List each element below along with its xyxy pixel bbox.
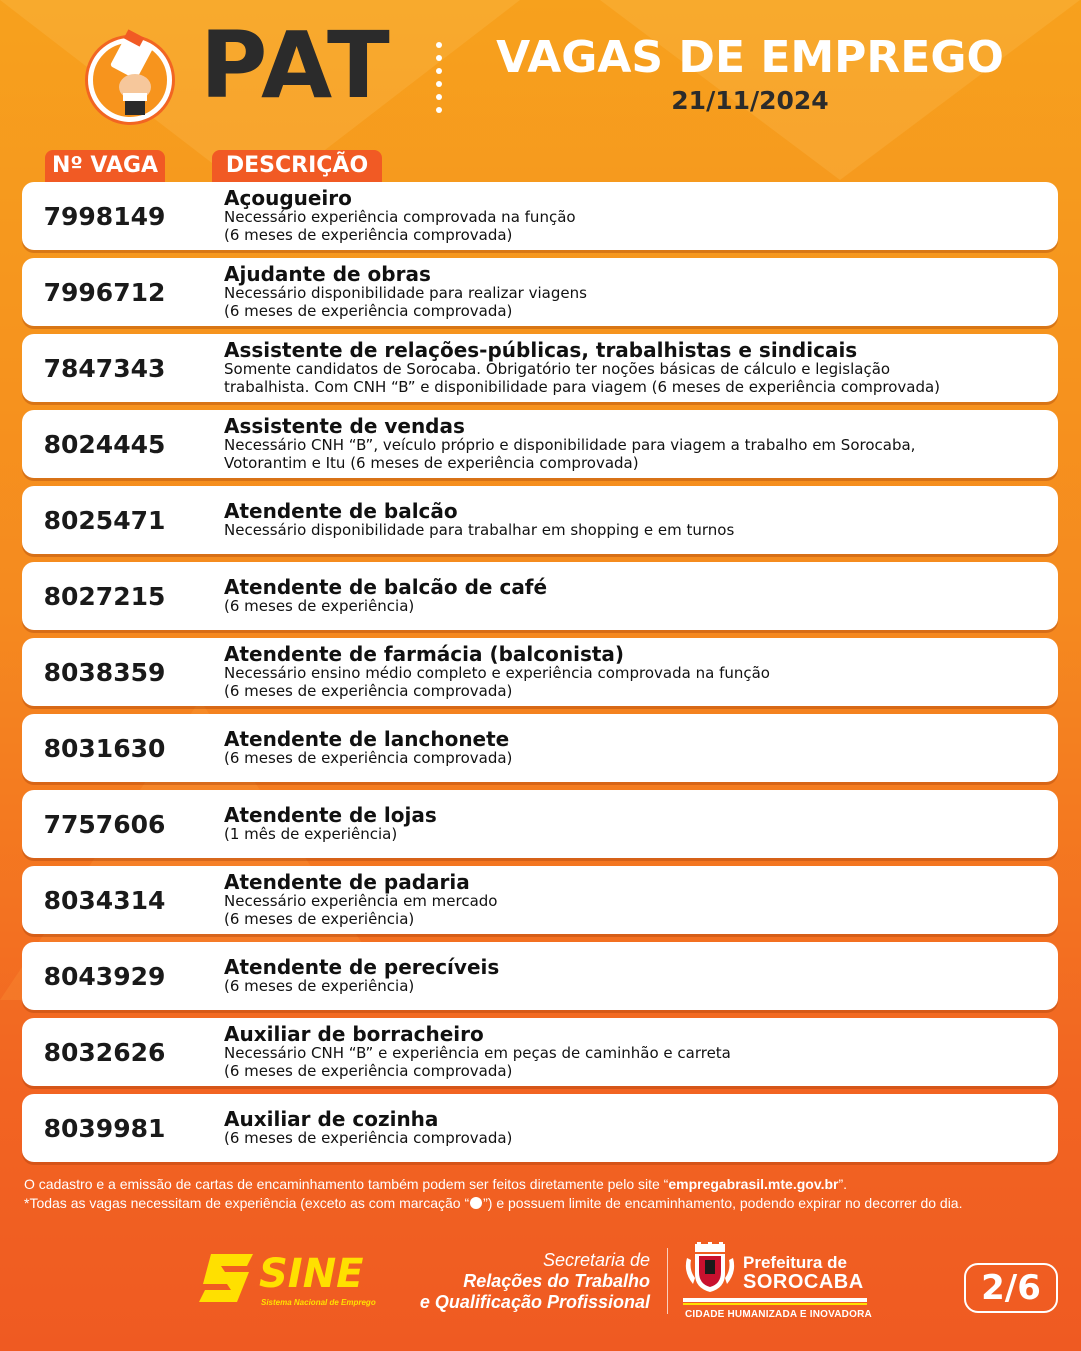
- job-title: Atendente de padaria: [224, 870, 470, 894]
- column-header-description: DESCRIÇÃO: [212, 150, 382, 182]
- job-row: [22, 866, 1058, 934]
- job-row: [22, 790, 1058, 858]
- job-description: [224, 410, 1044, 478]
- job-detail: Necessário experiência em mercado (6 meses de experiência): [224, 892, 498, 928]
- job-title: Assistente de relações-públicas, trabalhistas e sindicais: [224, 338, 858, 362]
- job-code: 8043929: [43, 961, 166, 991]
- header: [0, 0, 1081, 140]
- job-code: 8025471: [43, 505, 166, 535]
- job-code: 7996712: [43, 277, 166, 307]
- job-row: [22, 410, 1058, 478]
- job-row: [22, 486, 1058, 554]
- site-link[interactable]: empregabrasil.mte.gov.br: [668, 1176, 839, 1192]
- prefeitura-logo: [683, 1242, 873, 1322]
- job-detail: (6 meses de experiência): [224, 597, 415, 615]
- job-title: Ajudante de obras: [224, 262, 431, 286]
- footnotes: [24, 1175, 1064, 1213]
- secretaria-label: [410, 1250, 650, 1313]
- job-row: [22, 258, 1058, 326]
- job-description: [224, 258, 1044, 326]
- footnote-site-prefix: O cadastro e a emissão de cartas de encaminhamento também podem ser feitos diretamente pelo site “: [24, 1176, 669, 1192]
- sine-logo: [197, 1250, 377, 1310]
- prefeitura-tagline: CIDADE HUMANIZADA E INOVADORA: [685, 1309, 872, 1320]
- job-title: Atendente de lojas: [224, 803, 437, 827]
- sine-name: SINE: [259, 1251, 364, 1297]
- prefeitura-bar: [683, 1298, 867, 1302]
- prefeitura-line1: Prefeitura de: [743, 1253, 847, 1272]
- job-description: [224, 1018, 1044, 1086]
- sine-subtitle: Sistema Nacional de Emprego: [261, 1298, 376, 1307]
- job-title: Atendente de balcão de café: [224, 575, 548, 599]
- job-detail: Necessário disponibilidade para realizar viagens (6 meses de experiência comprovada): [224, 284, 587, 320]
- job-code: 8039981: [43, 1113, 166, 1143]
- page-indicator: 2/6: [964, 1263, 1058, 1313]
- job-detail: Necessário CNH “B” e experiência em peças de caminhão e carreta (6 meses de experiência comprovada): [224, 1044, 731, 1080]
- brand-title: PAT: [200, 12, 392, 119]
- footnote-experience-prefix: *Todas as vagas necessitam de experiência (exceto as com marcação “: [24, 1195, 470, 1211]
- job-row: [22, 182, 1058, 250]
- job-title: Assistente de vendas: [224, 414, 465, 438]
- secretaria-line3: e Qualificação Profissional: [419, 1292, 650, 1312]
- job-description: [224, 942, 1044, 1010]
- job-row: [22, 334, 1058, 402]
- job-title: Açougueiro: [224, 186, 352, 210]
- footer: [0, 1230, 1081, 1351]
- job-description: [224, 562, 1044, 630]
- job-detail: Necessário disponibilidade para trabalhar em shopping e em turnos: [224, 521, 735, 539]
- job-title: Atendente de farmácia (balconista): [224, 642, 625, 666]
- footnote-experience: [24, 1194, 1064, 1213]
- job-row: [22, 562, 1058, 630]
- job-code: 7998149: [43, 201, 166, 231]
- job-description: [224, 638, 1044, 706]
- job-detail: (1 mês de experiência): [224, 825, 398, 843]
- job-row: [22, 714, 1058, 782]
- job-code: 8031630: [43, 733, 166, 763]
- job-detail: Necessário ensino médio completo e experiência comprovada na função (6 meses de experiência comprovada): [224, 664, 770, 700]
- job-title: Auxiliar de cozinha: [224, 1107, 439, 1131]
- job-title: Atendente de lanchonete: [224, 727, 510, 751]
- no-experience-marker-icon: [470, 1197, 482, 1209]
- job-title: Atendente de balcão: [224, 499, 458, 523]
- job-code: 8027215: [43, 581, 166, 611]
- job-detail: Necessário experiência comprovada na função (6 meses de experiência comprovada): [224, 208, 576, 244]
- hand-holding-card-icon: [88, 38, 172, 122]
- page-title: VAGAS DE EMPREGO: [496, 32, 1004, 83]
- column-header-number: Nº VAGA: [45, 150, 165, 182]
- footnote-experience-suffix: ”) e possuem limite de encaminhamento, podendo expirar no decorrer do dia.: [483, 1195, 963, 1211]
- job-description: [224, 182, 1044, 250]
- secretaria-line2: Relações do Trabalho: [463, 1271, 650, 1291]
- job-title: Atendente de perecíveis: [224, 955, 500, 979]
- job-row: [22, 942, 1058, 1010]
- job-code: 8032626: [43, 1037, 166, 1067]
- job-row: [22, 1094, 1058, 1162]
- job-description: [224, 1094, 1044, 1162]
- header-divider: [436, 42, 442, 116]
- job-description: [224, 866, 1044, 934]
- job-detail: (6 meses de experiência): [224, 977, 415, 995]
- prefeitura-bar-accent: [683, 1303, 867, 1305]
- footnote-site-suffix: ”.: [838, 1176, 848, 1192]
- sorocaba-crest-icon: [683, 1242, 737, 1294]
- job-description: [224, 334, 1044, 402]
- job-detail: Somente candidatos de Sorocaba. Obrigatório ter noções básicas de cálculo e legislação trabalhista. Com CNH “B” e disponibilidade para viagem (6 meses de experiência comprovada): [224, 360, 941, 396]
- job-row: [22, 1018, 1058, 1086]
- job-code: 8024445: [43, 429, 166, 459]
- job-description: [224, 790, 1044, 858]
- secretaria-line1: Secretaria de: [542, 1250, 650, 1270]
- job-row: [22, 638, 1058, 706]
- job-title: Auxiliar de borracheiro: [224, 1022, 484, 1046]
- page-date: 21/11/2024: [671, 86, 829, 115]
- footnote-site: [24, 1175, 1064, 1194]
- sine-s-logo-icon: [197, 1250, 255, 1306]
- job-code: 7847343: [43, 353, 166, 383]
- job-detail: (6 meses de experiência comprovada): [224, 749, 513, 767]
- footer-divider: [667, 1248, 668, 1314]
- job-code: 8038359: [43, 657, 166, 687]
- job-code: 7757606: [43, 809, 166, 839]
- job-detail: (6 meses de experiência comprovada): [224, 1129, 513, 1147]
- job-description: [224, 486, 1044, 554]
- job-description: [224, 714, 1044, 782]
- job-detail: Necessário CNH “B”, veículo próprio e disponibilidade para viagem a trabalho em Sorocaba, Votorantim e Itu (6 meses de experiência comprovada): [224, 436, 916, 472]
- job-code: 8034314: [43, 885, 166, 915]
- prefeitura-line2: SOROCABA: [743, 1271, 864, 1293]
